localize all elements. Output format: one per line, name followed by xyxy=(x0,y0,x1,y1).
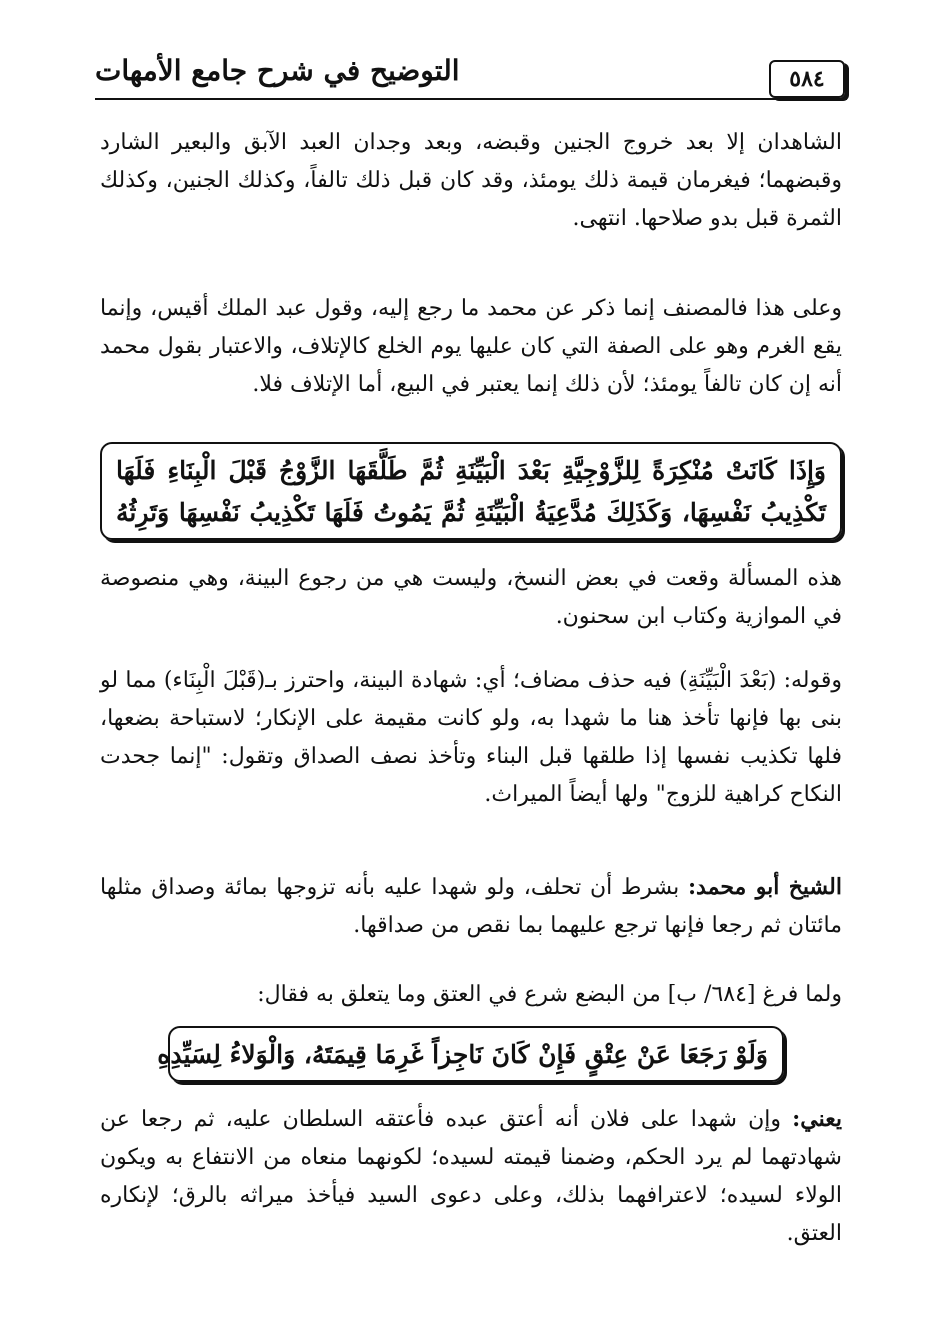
matn-text-1: وَإِذَا كَانَتْ مُنْكِرَةً لِلزَّوْجِيَّةِ بَعْدَ الْبَيِّنَةِ ثُمَّ طَلَّقَهَا الزَّوْجُ قَبْلَ الْبِنَاءِ فَلَهَا تَكْذِيبُ نَفْسِهَا، وَكَذَلِكَ مُدَّعِيَةُ الْبَيِّنَةِ ثُمَّ يَمُوتُ فَلَهَا تَكْذِيبُ نَفْسِهَا وَتَرِثُهُ xyxy=(116,456,826,527)
paragraph-6: ولما فرغ [٦٨٤/ ب] من البضع شرع في العتق وما يتعلق به فقال: xyxy=(257,982,842,1007)
paragraph-5 xyxy=(100,868,842,945)
paragraph-3: هذه المسألة وقعت في بعض النسخ، وليست هي من رجوع البينة، وهي منصوصة في الموازية وكتاب ابن سحنون. xyxy=(100,566,842,629)
header-divider xyxy=(95,98,847,100)
page-header xyxy=(95,48,847,104)
yani-label: يعني: xyxy=(792,1106,842,1132)
matn-box-1 xyxy=(100,442,842,540)
matn-box-2 xyxy=(157,1026,784,1082)
paragraph-7-body: وإن شهدا على فلان أنه أعتق عبده فأعتقه السلطان عليه، ثم رجعا عن شهادتهما لم يرد الحكم، وضمنا قيمته لسيده؛ لكونهما منعاه من الانتفاع به ويكون الولاء لسيده؛ لاعترافهما بذلك، وعلى دعوى السيد فيأخذ ميراثه بالرق؛ لإنكاره العتق. xyxy=(100,1107,842,1246)
paragraph-4: وقوله: (بَعْدَ الْبَيِّنَةِ) فيه حذف مضاف؛ أي: شهادة البينة، واحترز بـ(قَبْلَ الْبِنَاء) مما لو بنى بها فإنها تأخذ هنا ما شهدا به، ولو كانت مقيمة على الإنكار؛ لاستباحة بضعها، فلها تكذيب نفسها إذا طلقها قبل البناء وتأخذ نصف الصداق وتقول: "إنما جحدت النكاح كراهية للزوج" ولها أيضاً الميراث. xyxy=(100,668,842,807)
sheikh-label: الشيخ أبو محمد: xyxy=(687,874,842,900)
page-number: ٥٨٤ xyxy=(769,60,845,98)
matn-text-2: وَلَوْ رَجَعَا عَنْ عِتْقٍ فَإِنْ كَانَ نَاجِزاً غَرِمَا قِيمَتَهُ، وَالْوَلاءُ لِسَيِّدِهِ xyxy=(157,1040,768,1069)
book-title: التوضيح في شرح جامع الأمهات xyxy=(95,54,460,87)
paragraph-7 xyxy=(100,1100,842,1253)
paragraph-1: الشاهدان إلا بعد خروج الجنين وقبضه، وبعد وجدان العبد الآبق والبعير الشارد وقبضهما؛ فيغرمان قيمة ذلك يومئذ، وقد كان قبل ذلك تالفاً، وكذلك الجنين، وكذلك الثمرة قبل بدو صلاحها. انتهى. xyxy=(100,130,842,231)
paragraph-5-body: بشرط أن تحلف، ولو شهدا عليه بأنه تزوجها بمائة وصداق مثلها مائتان ثم رجعا فإنها ترجع عليهما بما نقص من صداقها. xyxy=(100,875,842,938)
paragraph-2: وعلى هذا فالمصنف إنما ذكر عن محمد ما رجع إليه، وقول عبد الملك أقيس، وإنما يقع الغرم وهو على الصفة التي كان عليها يوم الخلع كالإتلاف، والاعتبار بقول محمد أنه إن كان تالفاً يومئذ؛ لأن ذلك إنما يعتبر في البيع، أما الإتلاف فلا. xyxy=(100,296,842,397)
